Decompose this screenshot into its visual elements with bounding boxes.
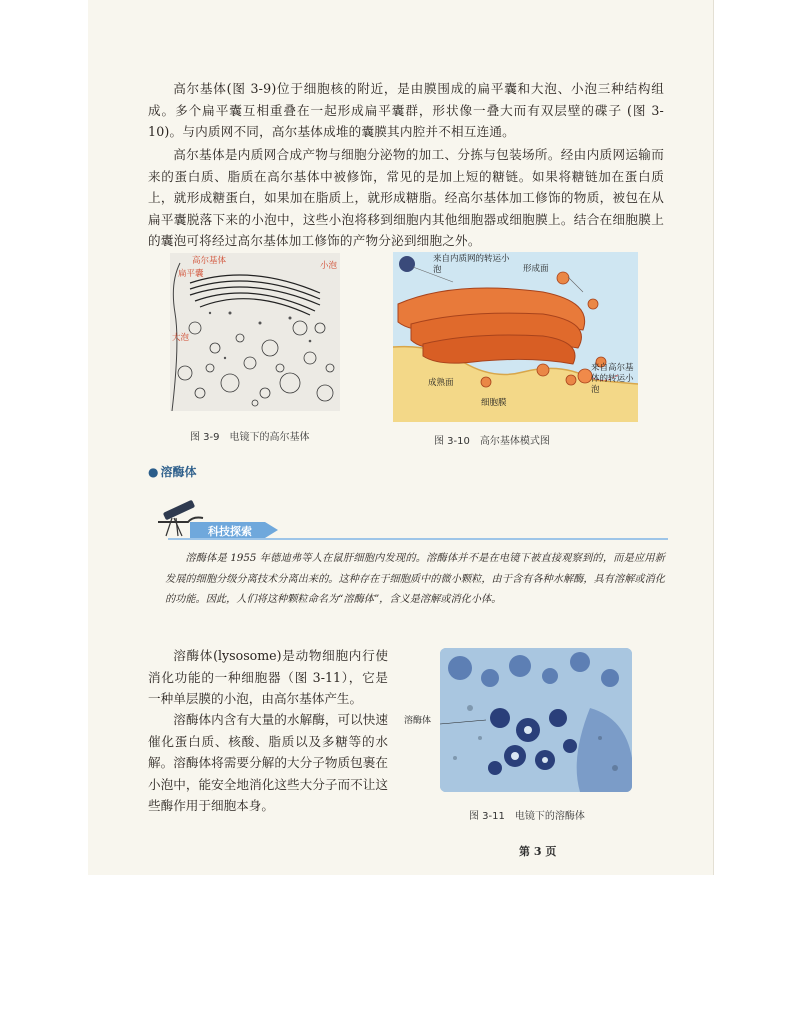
label-from-er-vesicle: 来自内质网的转运小泡 [433, 254, 510, 275]
paragraph-lysosome-definition: 溶酶体(lysosome)是动物细胞内行使消化功能的一种细胞器（图 3-11），它是一种单层膜的小泡，由高尔基体产生。 [148, 648, 388, 706]
page-number: 第 3 页 [519, 845, 557, 858]
figure-3-10-caption: 图 3-10 高尔基体模式图 [434, 436, 550, 447]
section-title: 溶酶体 [160, 465, 197, 479]
label-trans-face: 成熟面 [428, 378, 454, 388]
label-cis-face: 形成面 [523, 264, 549, 274]
paragraph-golgi-function: 高尔基体是内质网合成产物与细胞分泌物的加工、分拣与包装场所。经由内质网运输而来的蛋白质、脂质在高尔基体中被修饰，常见的是加上短的糖链。如果将糖链加在蛋白质上，就形成糖蛋白，如果加在脂质上，就形成糖脂。经高尔基体加工修饰的物质，被包在从扁平囊脱落下来的小泡中，这些小泡将移到细胞内其他细胞器或细胞膜上。结合在细胞膜上的囊泡可将经过高尔基体加工修饰的产物分泌到细胞之外。 [148, 147, 664, 248]
science-explore-badge: 科技探索 [208, 525, 252, 538]
label-large-vesicle: 大泡 [172, 333, 190, 343]
paragraph-lysosome-enzymes: 溶酶体内含有大量的水解酶，可以快速催化蛋白质、核酸、脂质以及多糖等的水解。溶酶体将需要分解的大分子物质包裹在小泡中，能安全地消化这些大分子而不让这些酶作用于细胞本身。 [148, 712, 388, 813]
figure-3-11-micrograph [440, 648, 632, 792]
label-lysosome: 溶酶体 [404, 716, 432, 726]
label-from-golgi-vesicle: 来自高尔基体的转运小泡 [591, 363, 634, 395]
figure-3-9-micrograph [170, 253, 340, 411]
science-explore-text: 溶酶体是 1955 年德迪弗等人在鼠肝细胞内发现的。溶酶体并不是在电镜下被直接观察到的，而是应用新发展的细胞分级分离技术分离出来的。这种存在于细胞质中的微小颗粒，由于含有各种水解酶，具有溶解或消化的功能。因此，人们将这种颗粒命名为“溶酶体”，含义是溶解或消化小体。 [165, 553, 665, 605]
section-heading-lysosome [148, 463, 197, 480]
figure-3-9-caption: 图 3-9 电镜下的高尔基体 [190, 432, 310, 443]
paragraph-golgi-structure: 高尔基体(图 3-9)位于细胞核的附近，是由膜围成的扁平囊和大泡、小泡三种结构组成。多个扁平囊互相重叠在一起形成扁平囊群，形状像一叠大而有双层壁的碟子 (图 3-10)。与内质网不同，高尔基体成堆的囊膜其内腔并不相互连通。 [148, 81, 664, 139]
label-cell-membrane: 细胞膜 [481, 398, 507, 408]
section-bullet: ● [148, 465, 159, 479]
label-golgi: 高尔基体 [192, 256, 227, 266]
label-cisterna: 扁平囊 [178, 269, 204, 279]
label-small-vesicle: 小泡 [320, 261, 338, 271]
figure-3-11-caption: 图 3-11 电镜下的溶酶体 [469, 811, 585, 822]
figure-3-10-diagram [393, 252, 638, 422]
